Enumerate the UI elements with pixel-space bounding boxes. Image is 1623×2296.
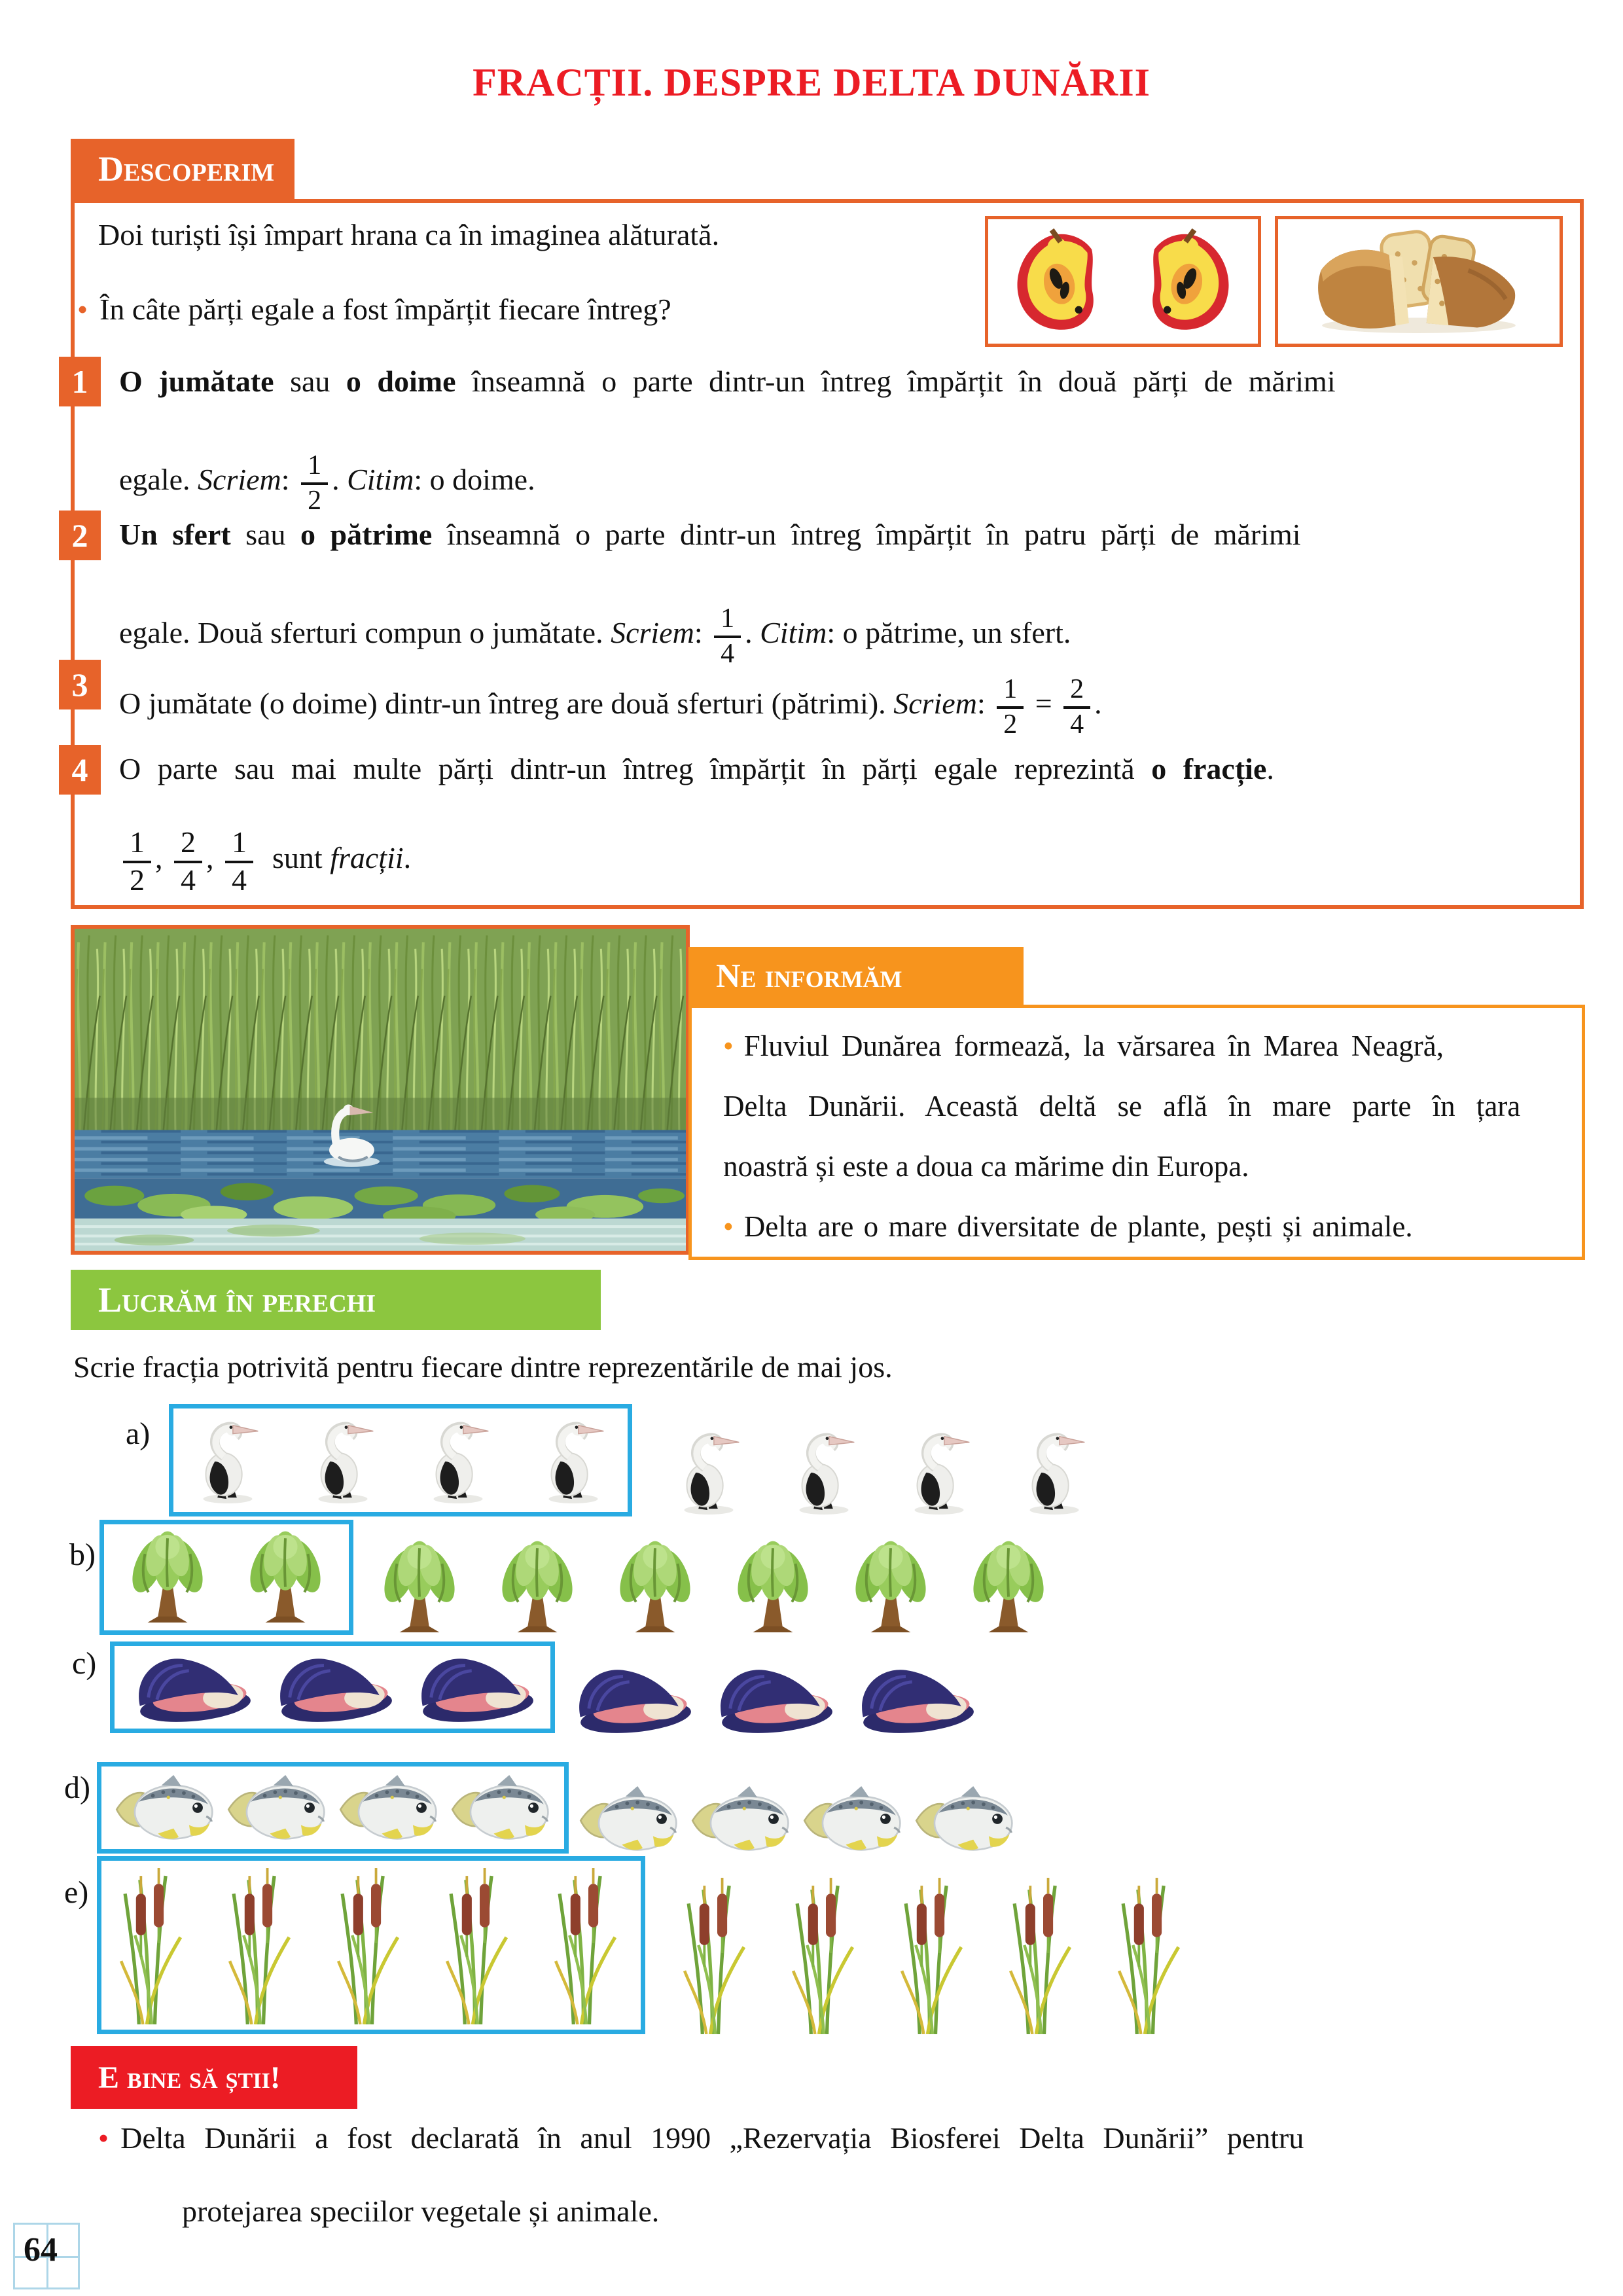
- ne-informam-line: • Fluviul Dunărea formează, la vărsarea în Marea Neagră,: [723, 1030, 1444, 1062]
- mussel-icon: [708, 1664, 838, 1733]
- tab-lucram-label: Lucrăm în perechi: [98, 1280, 376, 1319]
- item-3-badge: 3: [59, 660, 101, 709]
- mussel-icon: [126, 1653, 256, 1722]
- exercise-row-c: [72, 1641, 979, 1733]
- row-label: b): [69, 1537, 96, 1572]
- fraction: $\frac{2}{4}$: [174, 826, 202, 896]
- mussel-icon: [849, 1664, 979, 1733]
- willow-icon: [957, 1539, 1060, 1635]
- descoperim-question: • În câte părți egale a fost împărțit fiecare întreg?: [77, 293, 671, 326]
- exercise-row-b: [69, 1520, 1060, 1635]
- fraction: $\frac{1}{4}$: [714, 603, 741, 668]
- item-4-line-1: O parte sau mai multe părți dintr-un întreg împărțit în părți egale reprezintă o fracție.: [119, 752, 1274, 785]
- reed-icon: [117, 1866, 190, 2024]
- pelican-icon: [189, 1415, 266, 1505]
- fraction: $\frac{2}{4}$: [1063, 674, 1090, 739]
- item-1-line-2: egale. Scriem: $\frac{1}{2}$ . Citim: o doime.: [119, 450, 535, 516]
- fraction-selection-box: [169, 1404, 632, 1516]
- ne-informam-line: • Delta are o mare diversitate de plante, pești și animale.: [723, 1210, 1413, 1243]
- pelican-icon: [785, 1426, 863, 1516]
- mussel-icon: [567, 1664, 696, 1733]
- item-1-badge: 1: [59, 357, 101, 406]
- fish-icon: [337, 1773, 440, 1842]
- item-4-badge: 4: [59, 745, 101, 795]
- fractions-examples-line: $\frac{1}{2}$ , $\frac{2}{4}$ , $\frac{1}{4}$ sunt fracții.: [119, 826, 411, 896]
- fraction-selection-box: [99, 1520, 353, 1635]
- fish-icon: [449, 1773, 552, 1842]
- willow-icon: [486, 1539, 589, 1635]
- willow-icon: [839, 1539, 942, 1635]
- willow-icon: [368, 1539, 471, 1635]
- pelican-icon: [1016, 1426, 1093, 1516]
- pelican-icon: [670, 1426, 747, 1516]
- tab-descoperim-label: Descoperim: [98, 149, 275, 188]
- exercise-row-d: [64, 1762, 1016, 1854]
- pelican-icon: [419, 1415, 497, 1505]
- fish-icon: [225, 1773, 329, 1842]
- pelican-icon: [535, 1415, 612, 1505]
- fish-icon: [689, 1784, 793, 1854]
- ne-informam-line: Delta Dunării. Această deltă se află în mare parte în țara: [723, 1090, 1521, 1122]
- exercise-instruction: Scrie fracția potrivită pentru fiecare dintre reprezentările de mai jos.: [73, 1350, 893, 1384]
- exercise-row-a: [126, 1404, 1093, 1516]
- item-1-line-1: O jumătate sau o doime înseamnă o parte dintr-un întreg împărțit în două părți de mărimi: [119, 365, 1336, 398]
- item-2-line-2: egale. Două sferturi compun o jumătate. Scriem: $\frac{1}{4}$ . Citim: o pătrime, un sfert.: [119, 603, 1071, 669]
- reed-icon: [1115, 1876, 1188, 2034]
- reed-icon: [681, 1876, 754, 2034]
- bullet-icon: •: [77, 293, 88, 326]
- e-bine-line-2: protejarea speciilor vegetale și animale.: [182, 2195, 660, 2228]
- mussel-icon: [268, 1653, 397, 1722]
- tab-ne-informam-label: Ne informăm: [716, 957, 902, 995]
- willow-icon: [116, 1530, 219, 1625]
- page-title: FRACȚII. DESPRE DELTA DUNĂRII: [473, 61, 1150, 104]
- reed-icon: [552, 1866, 625, 2024]
- bullet-icon: •: [723, 1210, 734, 1243]
- willow-icon: [234, 1530, 337, 1625]
- reed-icon: [443, 1866, 516, 2024]
- fish-icon: [577, 1784, 681, 1854]
- fraction: $\frac{1}{2}$: [301, 450, 328, 515]
- tab-e-bine-sa-stii: [71, 2046, 357, 2109]
- row-label: d): [64, 1770, 90, 1805]
- e-bine-line-1: • Delta Dunării a fost declarată în anul 1990 „Rezervația Biosferei Delta Dunării” pentru: [98, 2121, 1304, 2155]
- bullet-icon: •: [98, 2121, 109, 2155]
- fish-icon: [113, 1773, 217, 1842]
- row-label: c): [72, 1646, 97, 1681]
- fish-icon: [913, 1784, 1016, 1854]
- willow-icon: [721, 1539, 825, 1635]
- fraction: $\frac{1}{4}$: [225, 826, 253, 896]
- reed-icon: [898, 1876, 971, 2034]
- mussel-icon: [409, 1653, 539, 1722]
- ne-informam-line: noastră și este a doua ca mărime din Europa.: [723, 1150, 1249, 1183]
- exercise-row-e: [64, 1856, 1188, 2034]
- row-label: e): [64, 1875, 89, 1910]
- fish-icon: [801, 1784, 904, 1854]
- reed-icon: [789, 1876, 863, 2034]
- willow-icon: [603, 1539, 707, 1635]
- fraction-selection-box: [97, 1762, 569, 1854]
- reed-icon: [226, 1866, 299, 2024]
- item-2-badge: 2: [59, 511, 101, 560]
- pelican-icon: [901, 1426, 978, 1516]
- fraction-selection-box: [97, 1856, 645, 2034]
- bullet-icon: •: [723, 1030, 734, 1062]
- tab-e-bine-label: E bine să știi!: [98, 2060, 281, 2095]
- page-number: 64: [24, 2231, 58, 2269]
- item-2-line-1: Un sfert sau o pătrime înseamnă o parte dintr-un întreg împărțit în patru părți de mărimi: [119, 518, 1301, 551]
- fraction: $\frac{1}{2}$: [123, 826, 151, 896]
- reed-icon: [1007, 1876, 1080, 2034]
- descoperim-intro: Doi turiști își împart hrana ca în imaginea alăturată.: [98, 218, 720, 251]
- fraction: $\frac{1}{2}$: [997, 674, 1024, 739]
- item-3-line-1: O jumătate (o doime) dintr-un întreg are două sferturi (pătrimi). Scriem: $\frac{1}{2}$ = $\frac{2}{4}$ .: [119, 674, 1102, 740]
- reed-icon: [334, 1866, 408, 2024]
- row-label: a): [126, 1416, 151, 1451]
- pelican-icon: [304, 1415, 382, 1505]
- fraction-selection-box: [110, 1641, 555, 1733]
